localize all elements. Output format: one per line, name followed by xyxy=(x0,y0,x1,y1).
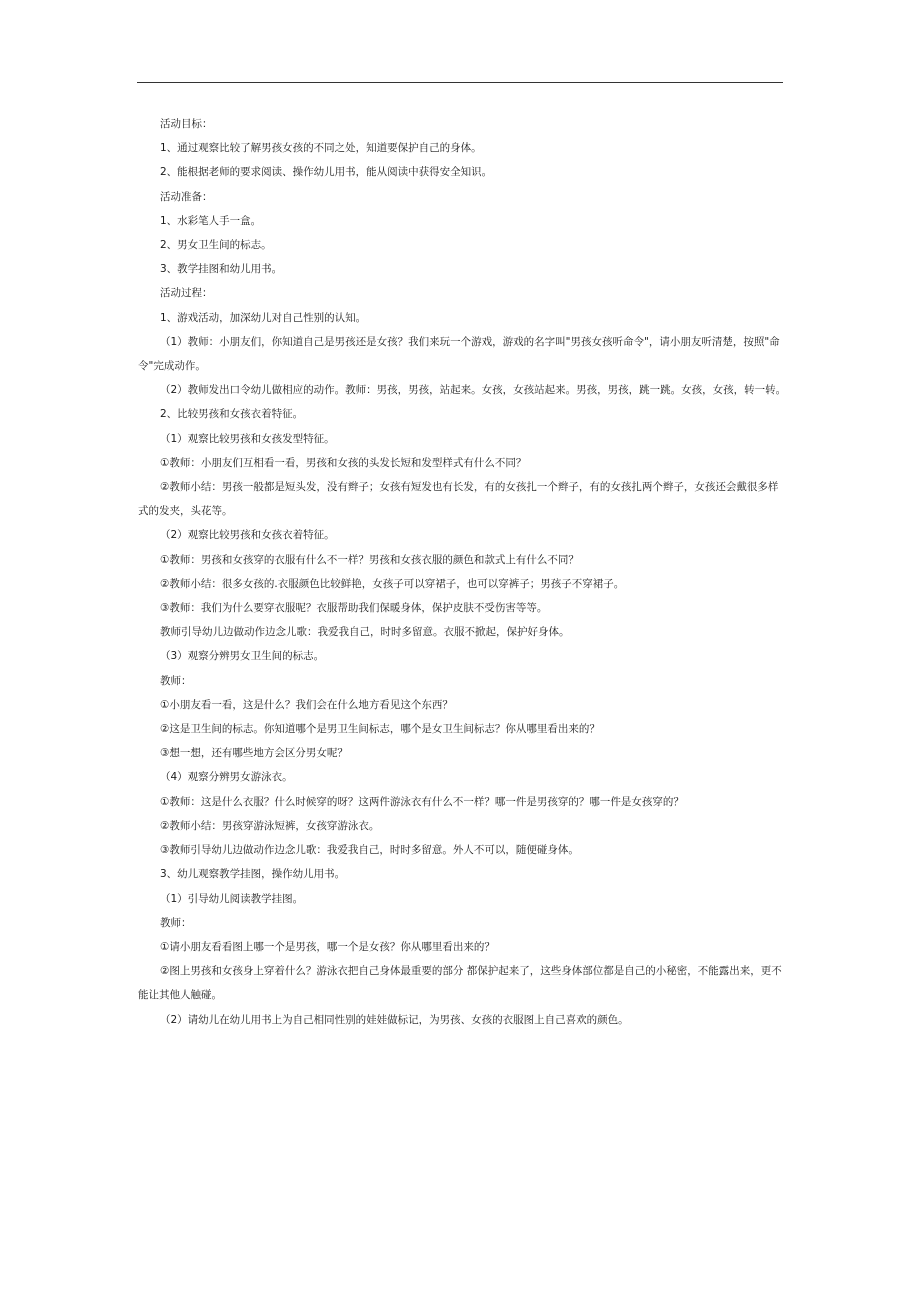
paragraph: 3、幼儿观察教学挂图，操作幼儿用书。 xyxy=(160,868,346,881)
paragraph: 教师引导幼儿边做动作边念儿歌：我爱我自己，时时多留意。衣服不掀起，保护好身体。 xyxy=(160,626,570,639)
paragraph: ①请小朋友看看图上哪一个是男孩，哪一个是女孩？你从哪里看出来的？ xyxy=(160,940,495,953)
section-heading-goals: 活动目标： xyxy=(160,118,213,130)
paragraph: 3、教学挂图和幼儿用书。 xyxy=(160,263,283,276)
paragraph: ①教师：男孩和女孩穿的衣服有什么不一样？男孩和女孩衣服的颜色和款式上有什么不同？ xyxy=(160,553,579,566)
paragraph: （1）引导幼儿阅读教学挂图。 xyxy=(160,892,304,905)
paragraph: ③教师：我们为什么要穿衣服呢？衣服帮助我们保暖身体，保护皮肤不受伤害等等。 xyxy=(160,602,548,615)
header-rule xyxy=(137,82,783,83)
section-heading-process: 活动过程： xyxy=(160,287,213,300)
paragraph: ①小朋友看一看，这是什么？我们会在什么地方看见这个东西？ xyxy=(160,698,453,711)
paragraph: （2）观察比较男孩和女孩衣着特征。 xyxy=(160,529,335,542)
paragraph: ③想一想，还有哪些地方会区分男女呢？ xyxy=(160,747,348,760)
paragraph: 1、水彩笔人手一盒。 xyxy=(160,214,262,227)
paragraph: 2、比较男孩和女孩衣着特征。 xyxy=(160,408,304,421)
paragraph: ①教师：这是什么衣服？什么时候穿的呀？这两件游泳衣有什么不一样？哪一件是男孩穿的？哪一件是女孩穿的？ xyxy=(160,795,684,808)
paragraph: ②教师小结：男孩穿游泳短裤，女孩穿游泳衣。 xyxy=(160,819,380,832)
paragraph: 教师： xyxy=(160,674,192,687)
paragraph: ②教师小结：很多女孩的.衣服颜色比较鲜艳，女孩子可以穿裙子，也可以穿裤子；男孩子不穿裙子。 xyxy=(160,577,625,590)
paragraph: （2）请幼儿在幼儿用书上为自己相同性别的娃娃做标记，为男孩、女孩的衣服图上自己喜欢的颜色。 xyxy=(160,1013,629,1026)
paragraph: 1、通过观察比较了解男孩女孩的不同之处，知道要保护自己的身体。 xyxy=(160,142,482,155)
paragraph: ②图上男孩和女孩身上穿着什么？游泳衣把自己身体最重要的部分 都保护起来了，这些身体部位都是自己的小秘密，不能露出来，更不能让其他人触碰。 xyxy=(138,965,782,1002)
paragraph: ②教师小结：男孩一般都是短头发，没有辫子；女孩有短发也有长发，有的女孩扎一个辫子，有的女孩扎两个辫子，女孩还会戴很多样式的发夹，头花等。 xyxy=(138,481,779,518)
section-heading-preparation: 活动准备： xyxy=(160,190,213,203)
paragraph: 2、能根据老师的要求阅读、操作幼儿用书，能从阅读中获得安全知识。 xyxy=(160,166,493,179)
paragraph: （4）观察分辨男女游泳衣。 xyxy=(160,771,293,784)
paragraph: 1、游戏活动，加深幼儿对自己性别的认知。 xyxy=(160,311,367,324)
document-body xyxy=(138,112,788,1032)
paragraph: （1）观察比较男孩和女孩发型特征。 xyxy=(160,432,335,445)
paragraph: 教师： xyxy=(160,916,192,929)
paragraph: ③教师引导幼儿边做动作边念儿歌：我爱我自己，时时多留意。外人不可以，随便碰身体。 xyxy=(160,844,579,857)
paragraph: （1）教师：小朋友们，你知道自己是男孩还是女孩？我们来玩一个游戏，游戏的名字叫"男孩女孩听命令"，请小朋友听清楚，按照"命令"完成动作。 xyxy=(138,335,780,373)
paragraph: ①教师：小朋友们互相看一看，男孩和女孩的头发长短和发型样式有什么不同？ xyxy=(160,456,527,469)
paragraph: ②这是卫生间的标志。你知道哪个是男卫生间标志，哪个是女卫生间标志？你从哪里看出来的？ xyxy=(160,723,600,736)
paragraph: （3）观察分辨男女卫生间的标志。 xyxy=(160,650,325,663)
paragraph: 2、男女卫生间的标志。 xyxy=(160,239,272,252)
paragraph: （2）教师发出口令幼儿做相应的动作。教师：男孩，男孩，站起来。女孩，女孩站起来。男孩，男孩，跳一跳。女孩，女孩，转一转。 xyxy=(160,384,787,397)
